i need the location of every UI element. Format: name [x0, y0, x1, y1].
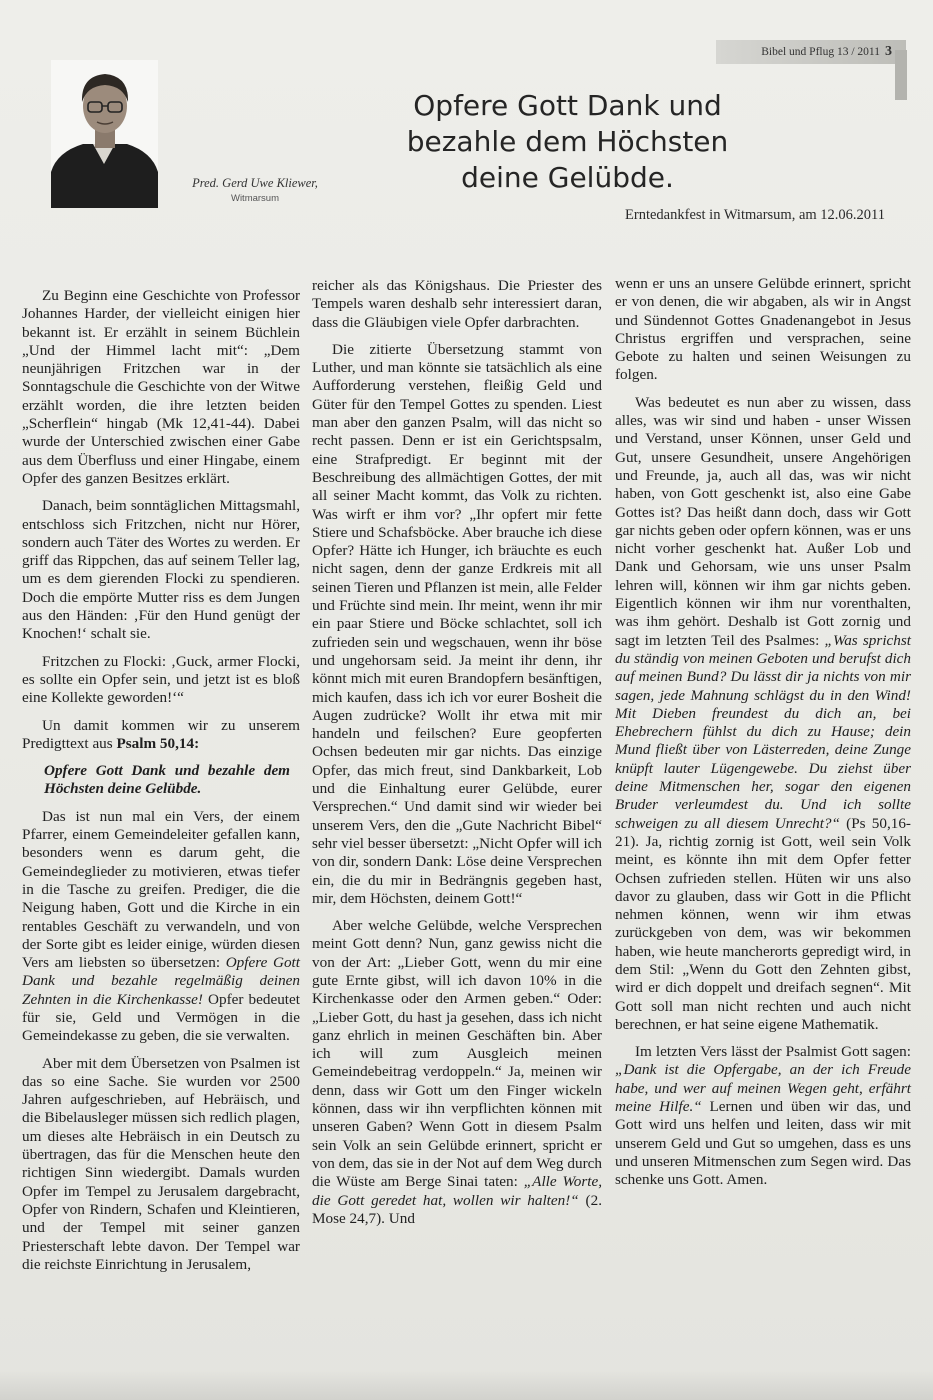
- article-title: [380, 88, 755, 196]
- paragraph: Aber mit dem Übersetzen von Psalmen ist das so eine Sache. Sie wurden vor 2500 Jahren aufgeschrieben, auf Hebräisch, und die Bibelausleger müssen sich redlich plagen, um dieses alte Hebräisch in ein Deutsch zu übertragen, das für die Menschen heute den richtigen Sinn wiedergibt. Damals wurden Opfer im Tempel zu Jerusalem dargebracht, Opfer von Rindern, Schafen und Kleintieren, und der Tempel mit seiner ganzen Priesterschaft lebte davon. Der Tempel war die reichste Einrichtung in Jerusalem,: [22, 1054, 300, 1273]
- paragraph-text: Lernen und üben wir das, und Gott wird uns helfen und leiten, dass wir mit unserem Geld und Gut so umgehen, dass es uns und unseren Mitmenschen zum Segen wird. Das schenke uns Gott. Amen.: [615, 1098, 911, 1189]
- italic-quote: „Alle Worte, die Gott geredet hat, wollen wir halten!“: [312, 1173, 603, 1209]
- title-line: Opfere Gott Dank und: [413, 89, 722, 122]
- italic-quote: „Dank ist die Opfergabe, an der ich Freude habe, und wer auf meinen Wegen geht, erfährt meine Hilfe.“: [615, 1061, 911, 1116]
- title-line: bezahle dem Höchsten: [406, 125, 729, 158]
- paragraph: Zu Beginn eine Geschichte von Professor Johannes Harder, der vielleicht einigen hier bekannt ist. Er erzählt in seinem Büchlein „Und der Himmel lacht mit“: „Dem neunjährigen Fritzchen war in der Sonntagschule die Geschichte von der Witwe erzählt worden, die ihre letzten beiden „Scherflein“ hingab (Mk 12,41-44). Dabei wurde der Unterschied zwischen einer Gabe aus dem Überfluss und einer Hingabe, einem Opfer des ganzen Besitzes erklärt.: [22, 287, 300, 487]
- paragraph-text: Das ist nun mal ein Vers, der einem Pfarrer, einem Gemeindeleiter gefallen kann, besonders wenn es darum geht, die Gemeindeglieder zu motivieren, etwas tiefer in die Tasche zu greifen. Prediger, die die Neigung haben, Gott und die Kirche in ein rentables Geschäft zu verwandeln, und von der Sorte gibt es leider einige, würden diesen Vers am liebsten so übersetzen:: [22, 807, 300, 972]
- author-name: Pred. Gerd Uwe Kliewer,: [192, 176, 318, 190]
- text-column-2: [312, 277, 602, 1237]
- running-header: [742, 44, 892, 60]
- italic-quote: Opfere Gott Dank und bezahle regelmäßig deinen Zehnten in die Kirchenkasse!: [22, 954, 300, 1008]
- paragraph: Die zitierte Übersetzung stammt von Luther, und man könnte sie tatsächlich als eine Aufforderung verstehen, fleißig Geld und Güter für den Tempel Gottes zu spenden. Liest man aber den ganzen Psalm, will das nicht so recht passen. Denn er ist ein Gerichtspsalm, eine Strafpredigt. Er beginnt mit der Beschreibung des allmächtigen Gottes, der mit all seiner Macht kommt, das Volk zu richten. Was wirft er ihm vor? „Ihr opfert mir fette Stiere und Schafsböcke. Aber brauche ich diese Opfer? Hätte ich Hunger, ich bräuchte es euch nicht sagen, denn der ganze Erdkreis mit all seinen Tieren und Pflanzen ist mein, alle Felder und Früchte sind mein. Ihr meint, wenn ihr mir ein paar Stiere und Böcke schlachtet, soll ich zufrieden sein und wegschauen, wenn ihr böse und ungehorsam seid. Ja meint ihr denn, ihr könnt mich mit euren Brandopfern besänftigen, mich kaufen, dass ich ich vor eurer Bosheit die Augen zudrücke? Wollt ihr etwa mit mir handeln und feilschen? Eure geopferten Ochsen bedeuten mir gar nichts. Das einzige Opfer, das mich freut, sind Dankbarkeit, Lob und die Einhaltung eurer Gelübde, eurer Versprechen.“ Und damit sind wir wieder bei unserem Vers, den die „Gute Nachricht Bibel“ sehr viel besser übersetzt: „Nicht Opfer will ich von dir, sondern Dank: Löse deine Versprechen ein, die du mir in Bedrängnis gegeben hast, mir, dem Höchsten, deinem Gott!“: [312, 340, 602, 907]
- paragraph-text: Aber welche Gelübde, welche Versprechen meint Gott denn? Nun, ganz gewiss nicht die von der Art: „Lieber Gott, wenn du mir eine gute Ernte gibst, will ich davon 10% in die Kirchenkasse oder den Armen geben.“ Oder: „Lieber Gott, du hast ja gesehen, dass ich nicht ganz ehrlich in meinen Geschäften bin. Aber ich will zum Ausgleich meinen Gemeindebeitrag verdoppeln.“ Ja, meinen wir denn, dass wir Gott um den Finger wickeln können, dass wir ihn verpflichten können mit unseren Gaben? Wenn Gott in diesem Psalm sein Volk an sein Gelübde erinnert, spricht er von dem, das sie in der Not auf dem Weg durch die Wüste am Berge Sinai taten:: [312, 917, 602, 1191]
- scripture-reference: Psalm 50,14:: [116, 734, 200, 752]
- paragraph: [312, 917, 602, 1228]
- sermon-verse-heading: Opfere Gott Dank und bezahle dem Höchsten deine Gelübde.: [44, 762, 290, 798]
- paragraph: [615, 1043, 911, 1189]
- publication-name: Bibel und Pflug 13 / 2011: [761, 46, 880, 58]
- author-photo: [51, 60, 158, 208]
- italic-quote: „Was sprichst du ständig von meinen Geboten und berufst dich auf meinen Bund? Du lässt dir ja nichts von mir sagen, jede Mahnung schlägst du in den Wind! Mit Dieben freundest du dich an, bei Ehebrechern fühlst du dich zu Hause; dein Mund fließt über von Lästerreden, deine Zunge knüpft lauter Lügengewebe. Du ziehst über deine Mitmenschen her, sogar den eigenen Bruder verleumdest du. Und ich sollte schweigen zu all diesem Unrecht?“: [615, 631, 911, 832]
- paragraph-text: Opfer bedeutet für sie, Geld und Vermögen in die Gemeindekasse zu geben, die sie verwalten.: [22, 990, 300, 1045]
- text-column-3: [615, 275, 911, 1199]
- author-caption: [165, 176, 345, 204]
- paragraph-text: Un damit kommen wir zu unserem Predigttext aus: [22, 716, 300, 752]
- paragraph-text: (Ps 50,16-21). Ja, richtig zornig ist Gott, weil sein Volk meint, es könnte ihn mit dem Opfer fetter Ochsen zufrieden stellen. Hüten wir uns also davor zu glauben, dass wir Gott in die Pflicht nehmen können, wenn wir ihm etwas zurückgeben von dem, was wir bekommen haben, wie heute mancherorts gepredigt wird, in dem Stil: „Wenn du Gott den Zehnten gibst, wird er dich doppelt und dreifach segnen“. Mit Gott soll man nicht rechten und auch nicht berechnen, er hat seine eigene Mathematik.: [615, 814, 911, 1033]
- paragraph: [22, 808, 300, 1046]
- article-subtitle: Erntedankfest in Witmarsum, am 12.06.2011: [625, 207, 885, 223]
- text-column-1: [22, 287, 300, 1283]
- paragraph: [22, 717, 300, 754]
- author-place: Witmarsum: [230, 193, 280, 204]
- title-line: deine Gelübde.: [461, 161, 674, 194]
- header-tab-decoration: [895, 50, 907, 100]
- paragraph: Danach, beim sonntäglichen Mittagsmahl, entschloss sich Fritzchen, nicht nur Hörer, sondern auch Täter des Wortes zu werden. Er griff das Rippchen, das auf seinem Teller lag, um es dem gierenden Flocki zu spendieren. Doch die empörte Mutter riss es dem Jungen aus den Händen: ‚Für den Hund genügt der Knochen!‘ schalt sie.: [22, 497, 300, 643]
- paragraph: wenn er uns an unsere Gelübde erinnert, spricht er von denen, die wir abgaben, als wir in Angst und Sündennot Gottes Gnadenangebot in Jesus Christus ergriffen und versprachen, seine Gebote zu halten und seinen Weisungen zu folgen.: [615, 275, 911, 384]
- paragraph-text: (2. Mose 24,7). Und: [312, 1191, 602, 1227]
- paragraph: [615, 394, 911, 1034]
- paragraph-text: Was bedeutet es nun aber zu wissen, dass alles, was wir sind und haben - unser Wissen und Verstand, unser Können, unser Geld und Gut, unsere Gesundheit, unsere Angehörigen und Freunde, ja, auch all das, was wir nicht haben, von Gott geschenkt ist, also eine Gabe Gottes ist? Das heißt dann doch, dass wir Gott gar nichts geben oder opfern können, was er uns nicht vorher geschenkt hat. Außer Lob und Dank und Gehorsam, wie uns unser Psalm lehren will, können wir ihm gar nichts geben. Eigentlich können wir ihm nur vorenthalten, was ihm gehört. Deshalb ist Gott zornig und sagt im letzten Teil des Psalmes:: [615, 393, 911, 649]
- paragraph-text: Im letzten Vers lässt der Psalmist Gott sagen:: [635, 1043, 911, 1061]
- page-number: 3: [885, 44, 892, 59]
- paragraph: reicher als das Königshaus. Die Priester des Tempels waren deshalb sehr interessiert daran, dass die Gläubigen viele Opfer darbrachten.: [312, 277, 602, 331]
- paragraph: Fritzchen zu Flocki: ‚Guck, armer Flocki, es sollte ein Opfer sein, und jetzt ist es bloß eine Kollekte geworden!‘“: [22, 652, 300, 707]
